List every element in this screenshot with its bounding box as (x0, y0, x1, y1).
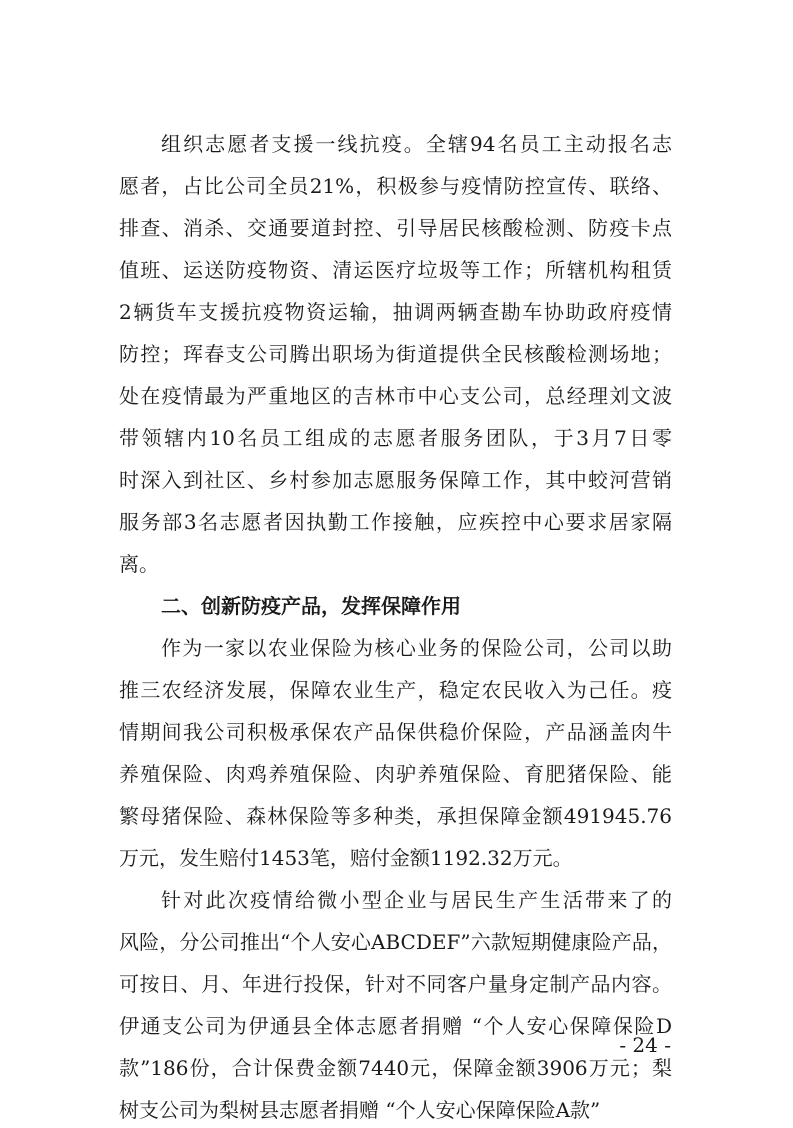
paragraph-line: 排查、消杀、交通要道封控、引导居民核酸检测、防疫卡点 (119, 216, 672, 240)
paragraph-line: 可按日、月、年进行投保，针对不同客户量身定制产品内容。 (119, 972, 672, 996)
paragraph-line: 伊通支公司为伊通县全体志愿者捐赠 “个人安心保障保险D (119, 1014, 672, 1038)
paragraph-line: 组织志愿者支援一线抗疫。全辖94名员工主动报名志 (161, 132, 672, 156)
section-heading: 二、创新防疫产品，发挥保障作用 (161, 594, 461, 618)
paragraph-line: 时深入到社区、乡村参加志愿服务保障工作，其中蛟河营销 (119, 468, 672, 492)
paragraph-line: 作为一家以农业保险为核心业务的保险公司，公司以助 (161, 636, 672, 660)
paragraph-line: 针对此次疫情给微小型企业与居民生产生活带来了的 (161, 888, 672, 912)
paragraph-line: 2辆货车支援抗疫物资运输，抽调两辆查勘车协助政府疫情 (119, 300, 672, 324)
paragraph-line: 服务部3名志愿者因执勤工作接触，应疾控中心要求居家隔 (119, 510, 672, 534)
paragraph-line: 愿者，占比公司全员21%，积极参与疫情防控宣传、联络、 (119, 174, 672, 198)
paragraph-line: 推三农经济发展，保障农业生产，稳定农民收入为己任。疫 (119, 678, 672, 702)
paragraph-line: 万元，发生赔付1453笔，赔付金额1192.32万元。 (119, 846, 573, 870)
paragraph-line: 养殖保险、肉鸡养殖保险、肉驴养殖保险、育肥猪保险、能 (119, 762, 672, 786)
paragraph-line: 处在疫情最为严重地区的吉林市中心支公司，总经理刘文波 (119, 384, 672, 408)
page-number: - 24 - (619, 1033, 671, 1057)
paragraph-line: 值班、运送防疫物资、清运医疗垃圾等工作；所辖机构租赁 (119, 258, 672, 282)
paragraph-line: 防控；珲春支公司腾出职场为街道提供全民核酸检测场地； (119, 342, 672, 366)
paragraph-line: 离。 (119, 552, 159, 576)
paragraph-line: 情期间我公司积极承保农产品保供稳价保险，产品涵盖肉牛 (119, 720, 672, 744)
paragraph-line: 风险，分公司推出“个人安心ABCDEF”六款短期健康险产品， (119, 930, 672, 954)
paragraph-line: 树支公司为梨树县志愿者捐赠 “个人安心保障保险A款” (119, 1098, 601, 1122)
paragraph-line: 款”186份，合计保费金额7440元，保障金额3906万元；梨 (119, 1056, 672, 1080)
paragraph-line: 繁母猪保险、森林保险等多种类，承担保障金额491945.76 (119, 804, 672, 828)
paragraph-line: 带领辖内10名员工组成的志愿者服务团队，于3月7日零 (119, 426, 672, 450)
